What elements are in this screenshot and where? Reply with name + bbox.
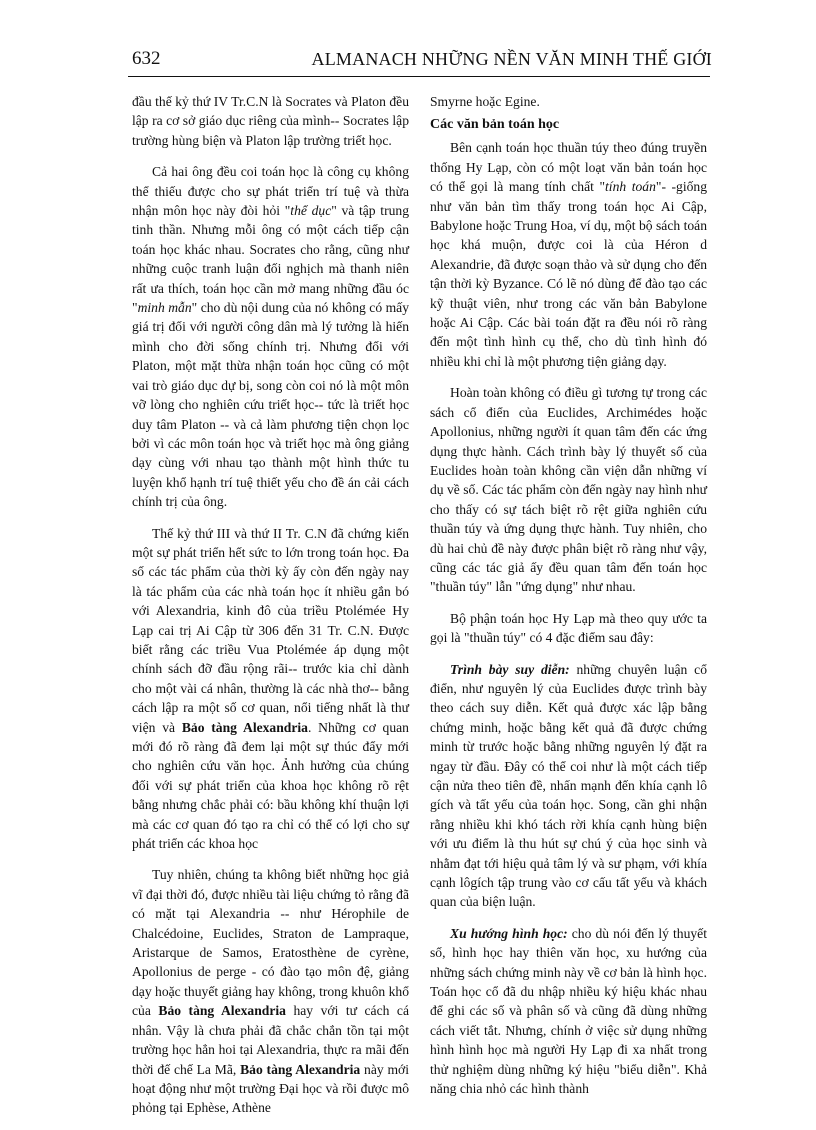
text-run: này mới hoạt động như một trường Đại học và rồi được mô phỏng tại Ephèse, Athène <box>132 1061 409 1116</box>
paragraph: Bộ phận toán học Hy Lạp mà theo quy ước ta gọi là "thuần túy" có 4 đặc điểm sau đây: <box>430 610 707 646</box>
paragraph: Smyrne hoặc Egine. <box>430 94 540 109</box>
paragraph <box>430 138 707 371</box>
header-rule <box>128 76 710 77</box>
paragraph <box>430 660 707 912</box>
run-in-heading: Xu hướng hình học: <box>450 925 568 941</box>
run-in-heading: Trình bày suy diễn: <box>450 661 570 677</box>
section-heading: Các văn bản toán học <box>430 117 560 133</box>
page-number: 632 <box>132 48 161 69</box>
text-run: những chuyên luận cổ điển, như nguyên lý của Euclides được trình bày theo cách suy diễn. Kết quả được xác lập bằng chứng minh, hoặc bằng kết quả đã được chứng minh từ trước hoặc bằng những nguyên lý đặt ra ngay từ đầu. Đây có thể coi như là một cách tiếp cận nửa theo tiên đề, nhấn mạnh đến khía cạnh lô gích và tất yếu của toán học. Song, cần ghi nhận rằng nhiều khi khó tách rời khía cạnh hùng biện với ưu điểm là thu hút sự chú ý của học sinh và nhằm đạt tới hiệu quả tâm lý và sư phạm, với khía cạnh lôgích tập trung vào cơ cấu tất yếu và khách quan của biện luận. <box>430 661 708 910</box>
bold-term: Bảo tàng Alexandria <box>158 1003 286 1019</box>
left-column <box>132 92 409 1130</box>
text-run: hay với tư cách cá nhân. Vậy là chưa phải đã chắc chắn tồn tại một trường học hẳn hoi tại Alexandria, thực ra mãi đến thời đế chế La Mã, <box>132 1003 409 1077</box>
text-run: cho dù nói đến lý thuyết số, hình học hay thiên văn học, xu hướng của những sách chứng minh này về cơ bản là hình học. Toán học cổ đã du nhập nhiều ký hiệu khác nhau để ghi các số và phân số và cũng đã dùng những cách viết tắt. Nhưng, chính ở việc sử dụng những hình hình học mà người Hy Lạp đi xa nhất trong thử nghiệm dùng những ký hiệu "biểu diễn". Khả năng chia nhỏ các hình thành <box>430 925 707 1097</box>
text-run: " và tập trung tinh thần. Nhưng mỗi ông có một cách tiếp cận toán học khác nhau. Socrates cho rằng, cũng như những cuộc tranh luận đối nghịch mà thanh niên rất ưa thích, toán học cần mở mang những đầu óc " <box>132 203 409 316</box>
italic-term: tính toán <box>605 179 656 195</box>
text-run: Thế kỷ thứ III và thứ II Tr. C.N đã chứng kiến một sự phát triển hết sức to lớn trong toán học. Đa số các tác phẩm của thời kỳ ấy còn đến ngày nay là tác phẩm của các nhà toán học ít nhiều gắn bó với Alexandria, kinh đô của triều Ptolémée Hy Lạp cai trị Ai Cập từ 306 đến 31 Tr. C.N. Được biết rằng các triều Vua Ptolémée áp dụng một chính sách đỡ đầu rộng rãi-- trước kia chỉ dành cho một vài cá nhân, thường là các nhà thơ-- bằng cách lập ra một số cơ quan, nổi tiếng nhất là thư viện và <box>132 525 409 735</box>
paragraph <box>132 162 409 511</box>
running-head: ALMANACH NHỮNG NỀN VĂN MINH THẾ GIỚI <box>311 49 712 69</box>
bold-term: Bảo tàng Alexandria <box>240 1061 361 1077</box>
page-header <box>108 44 712 74</box>
bold-term: Bảo tàng Alexandria <box>181 719 308 735</box>
italic-term: thể dục <box>290 203 332 219</box>
right-column <box>430 92 707 1111</box>
text-run: " cho dù nội dung của nó không có mấy giá trị đối với người công dân mà lý tưởng là hiến mình cho đời sống chính trị. Nhưng đối với Platon, một mặt thừa nhận toán học cũng có một vai trò giáo dục dự bị, song còn coi nó là một môn vỡ lòng cho nghiên cứu triết học-- tức là triết học duy tâm Platon -- và cả làm phương tiện chọn lọc bởi vì các môn toán học và triết học mà ông giảng dạy cùng với nhau tạo thành một hình thức tu luyện khổ hạnh trí tuệ thiết yếu cho đề án cải cách chính trị của ông. <box>132 300 410 510</box>
paragraph <box>430 924 707 1099</box>
paragraph <box>132 524 409 854</box>
text-run: Bên cạnh toán học thuần túy theo đúng truyền thống Hy Lạp, còn có một loạt văn bản toán học có thể gọi là mang tính chất " <box>430 140 707 195</box>
paragraph: Hoàn toàn không có điều gì tương tự trong các sách cổ điển của Euclides, Archimédes hoặc Apollonius, những người ít quan tâm đến các ứng dụng thực hành. Cách trình bày lý thuyết số của Euclides hoàn toàn không cần viện dẫn những ví dụ về số. Các tác phẩm còn đến ngày nay hình như cho thấy có sự tách biệt rõ rệt giữa nghiên cứu thuần túy và ứng dụng thực hành. Tuy nhiên, cho dù hai chủ đề này được phân biệt rõ ràng như vậy, cũng các tác giả ấy đều quan tâm đến toán học "thuần túy" lẫn "ứng dụng" như nhau. <box>430 385 707 595</box>
text-run: Tuy nhiên, chúng ta không biết những học giả vĩ đại thời đó, được nhiều tài liệu chứng tỏ rằng đã có mặt tại Alexandria -- như Hérophile de Chalcédoine, Euclides, Straton de Lampraque, Aristarque de Samos, Eratosthène de cyrène, Apollonius de perge - có đào tạo môn đệ, giảng dạy hoặc thuyết giảng hay không, trong khuôn khổ của <box>132 867 409 1019</box>
paragraph: đầu thế kỷ thứ IV Tr.C.N là Socrates và Platon đều lập ra cơ sở giáo dục riêng của mình-- Socrates lập trường hùng biện và Platon lập trường triết học. <box>132 94 409 148</box>
text-run: "- -giống như văn bản tìm thấy trong toán học Ai Cập, Babylone hoặc Trung Hoa, ví dụ, một bộ sách toán học khá muộn, được coi là của Héron d Alexandrie, đã được soạn thảo và sử dụng cho đến tận thời kỳ Byzance. Có lẽ nó dùng để đào tạo các kỹ thuật viên, như trong các văn bản Babylone hoặc Ai Cập. Các bài toán đặt ra đều nói rõ ràng đến một tình hình cụ thể, cho dù tình hình đó nhiều khi chỉ là một phương tiện giảng dạy. <box>430 179 708 369</box>
text-run: . Những cơ quan mới đó rõ ràng đã đem lại một sự thúc đẩy mới cho nghiên cứu văn học. Ảnh hưởng của chúng đối với sự phát triển của khoa học không rõ rệt bằng nhưng chắc phải có: bầu không khí thuận lợi mà các cơ quan đó tạo ra chỉ có thể có lợi cho sự phát triển các khoa học <box>132 719 409 852</box>
paragraph <box>132 865 409 1117</box>
text-run: Cả hai ông đều coi toán học là công cụ không thể thiếu được cho sự phát triển trí tuệ và thừa nhận môn học này đòi hỏi " <box>132 164 409 219</box>
italic-term: minh mẫn <box>137 300 192 316</box>
